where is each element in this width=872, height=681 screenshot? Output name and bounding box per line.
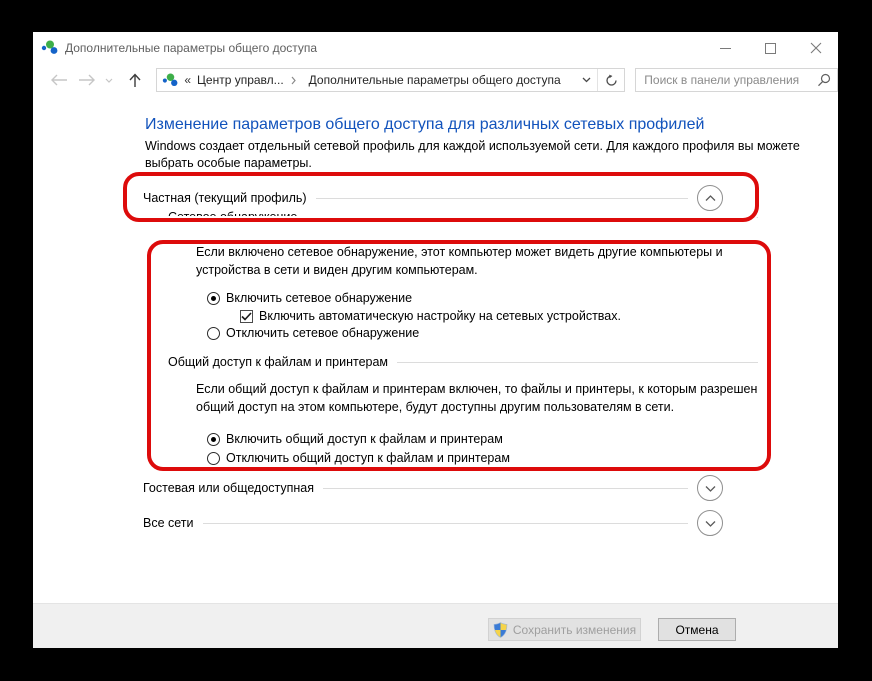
breadcrumb-separator-icon	[291, 76, 296, 85]
network-discovery-description: Если включено сетевое обнаружение, этот компьютер может видеть другие компьютеры и устройства в сети и виден другим компьютерам.	[196, 245, 723, 277]
sharing-icon-small	[162, 73, 179, 88]
expand-all-networks-button[interactable]	[697, 510, 723, 536]
chevron-down-icon	[582, 77, 591, 83]
radio-on-icon[interactable]	[207, 433, 220, 446]
uac-shield-icon	[493, 622, 508, 638]
section-title-private: Частная (текущий профиль)	[143, 191, 307, 205]
radio-off-icon[interactable]	[207, 452, 220, 465]
intro-text: Windows создает отдельный сетевой профиль для каждой используемой сети. Для каждого профиля вы можете выбрать особые параметры.	[145, 139, 800, 170]
footer-bar	[33, 603, 838, 648]
maximize-button[interactable]	[748, 32, 793, 64]
subsection-header-file-sharing	[168, 355, 758, 369]
chevron-up-icon	[705, 195, 716, 202]
close-icon	[810, 42, 822, 54]
radio-on-icon[interactable]	[207, 292, 220, 305]
radio-label: Отключить сетевое обнаружение	[226, 326, 420, 340]
save-button-label: Сохранить изменения	[512, 622, 637, 637]
checkbox-row-auto-setup[interactable]	[240, 308, 621, 324]
sharing-icon	[41, 40, 59, 56]
forward-arrow-icon	[78, 74, 96, 86]
chevron-down-icon	[705, 485, 716, 492]
radio-row-sharing-on[interactable]	[207, 431, 503, 447]
cancel-button[interactable]	[658, 618, 736, 641]
checkbox-label: Включить автоматическую настройку на сетевых устройствах.	[259, 309, 621, 323]
expand-guest-button[interactable]	[697, 475, 723, 501]
address-dropdown-button[interactable]	[575, 77, 597, 83]
minimize-button[interactable]	[703, 32, 748, 64]
file-sharing-description: Если общий доступ к файлам и принтерам включен, то файлы и принтеры, к которым разрешен общий доступ на этом компьютере, будут доступны другим пользователям в сети.	[196, 382, 758, 414]
section-title-guest: Гостевая или общедоступная	[143, 481, 315, 495]
breadcrumb-overflow[interactable]: «	[184, 73, 192, 87]
section-rule	[316, 198, 688, 199]
subsection-rule	[397, 362, 758, 363]
radio-row-discovery-on[interactable]	[207, 290, 412, 306]
radio-label: Отключить общий доступ к файлам и принтерам	[226, 451, 510, 465]
refresh-button[interactable]	[598, 74, 624, 87]
chevron-down-icon	[105, 78, 113, 83]
checkbox-checked-icon[interactable]	[240, 310, 253, 323]
window-title: Дополнительные параметры общего доступа	[65, 41, 318, 55]
radio-off-icon[interactable]	[207, 327, 220, 340]
back-arrow-icon	[50, 74, 68, 86]
save-changes-button[interactable]	[488, 618, 641, 641]
section-header-guest[interactable]	[143, 474, 723, 502]
section-rule	[323, 488, 688, 489]
search-box[interactable]	[635, 68, 838, 92]
cancel-button-label: Отмена	[675, 622, 719, 637]
breadcrumb-control-panel-home[interactable]: Центр управл...	[197, 73, 284, 87]
radio-row-sharing-off[interactable]	[207, 450, 510, 466]
close-button[interactable]	[793, 32, 838, 64]
up-button[interactable]	[121, 73, 151, 88]
maximize-icon	[765, 43, 776, 54]
navigation-bar	[33, 64, 838, 96]
subsection-header-network-discovery	[168, 210, 758, 224]
radio-row-discovery-off[interactable]	[207, 325, 419, 341]
subsection-title: Общий доступ к файлам и принтерам	[168, 355, 389, 369]
search-icon[interactable]	[811, 73, 837, 87]
section-header-all-networks[interactable]	[143, 509, 723, 537]
subsection-title: Сетевое обнаружение	[168, 210, 298, 224]
advanced-sharing-window	[33, 32, 838, 648]
subsection-rule	[306, 217, 758, 218]
forward-button[interactable]	[73, 74, 101, 86]
up-arrow-icon	[129, 73, 141, 88]
recent-pages-dropdown[interactable]	[101, 78, 117, 83]
breadcrumb-current-page[interactable]: Дополнительные параметры общего доступа	[308, 73, 561, 87]
section-rule	[203, 523, 688, 524]
title-bar	[33, 32, 838, 64]
page-title: Изменение параметров общего доступа для различных сетевых профилей	[145, 116, 705, 133]
collapse-private-button[interactable]	[697, 185, 723, 211]
radio-label: Включить сетевое обнаружение	[226, 291, 413, 305]
minimize-icon	[720, 43, 731, 54]
search-input[interactable]	[644, 73, 811, 87]
radio-label: Включить общий доступ к файлам и принтерам	[226, 432, 503, 446]
back-button[interactable]	[45, 74, 73, 86]
refresh-icon	[605, 74, 618, 87]
section-header-private[interactable]	[143, 184, 723, 212]
section-title-all-networks: Все сети	[143, 516, 194, 530]
chevron-down-icon	[705, 520, 716, 527]
address-bar[interactable]	[156, 68, 625, 92]
